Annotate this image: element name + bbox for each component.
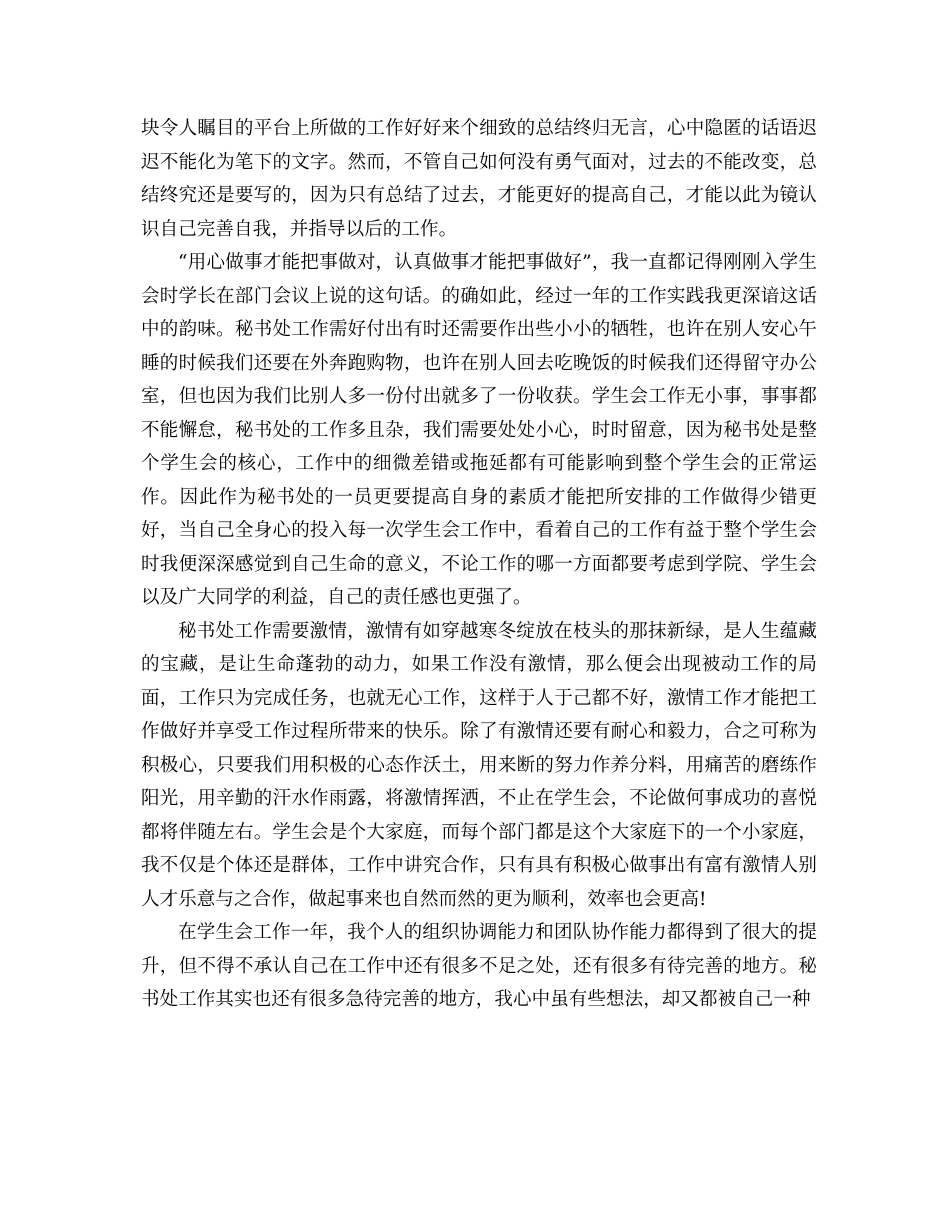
paragraph-3: 秘书处工作需要激情，激情有如穿越寒冬绽放在枝头的那抹新绿，是人生蕴藏的宝藏，是让生命蓬勃的动力，如果工作没有激情，那么便会出现被动工作的局面，工作只为完成任务，也就无心工作，这样于人于己都不好，激情工作才能把工作做好并享受工作过程所带来的快乐。除了有激情还要有耐心和毅力，合之可称为积极心，只要我们用积极的心态作沃土，用来断的努力作养分料，用痛苦的磨练作阳光，用辛勤的汗水作雨露，将激情挥洒，不止在学生会，不论做何事成功的喜悦都将伴随左右。学生会是个大家庭，而每个部门都是这个大家庭下的一个小家庭，我不仅是个体还是群体，工作中讲究合作，只有具有积极心做事出有富有激情人别人才乐意与之合作，做起事来也自然而然的更为顺利，效率也会更高! <box>141 620 817 910</box>
paragraph-2: “用心做事才能把事做对，认真做事才能把事做好”，我一直都记得刚刚入学生会时学长在部门会议上说的这句话。的确如此，经过一年的工作实践我更深谙这话中的韵味。秘书处工作需好付出有时还需要作出些小小的牺牲，也许在别人安心午睡的时候我们还要在外奔跑购物，也许在别人回去吃晚饭的时候我们还得留守办公室，但也因为我们比别人多一份付出就多了一份收获。学生会工作无小事，事事都不能懈怠，秘书处的工作多且杂，我们需要处处小心，时时留意，因为秘书处是整个学生会的核心，工作中的细微差错或拖延都有可能影响到整个学生会的正常运作。因此作为秘书处的一员更要提高自身的素质才能把所安排的工作做得少错更好，当自己全身心的投入每一次学生会工作中，看着自己的工作有益于整个学生会时我便深深感觉到自己生命的意义，不论工作的哪一方面都要考虑到学院、学生会以及广大同学的利益，自己的责任感也更强了。 <box>141 252 817 608</box>
paragraph-4: 在学生会工作一年，我个人的组织协调能力和团队协作能力都得到了很大的提升，但不得不承认自己在工作中还有很多不足之处，还有很多有待完善的地方。秘书处工作其实也还有很多急待完善的地方，我心中虽有些想法，却又都被自己一种 <box>141 922 817 1010</box>
document-body <box>141 112 817 1017</box>
paragraph-1: 块令人瞩目的平台上所做的工作好好来个细致的总结终归无言，心中隐匿的话语迟迟不能化为笔下的文字。然而，不管自己如何没有勇气面对，过去的不能改变，总结终究还是要写的，因为只有总结了过去，才能更好的提高自己，才能以此为镜认识自己完善自我，并指导以后的工作。 <box>141 118 817 240</box>
